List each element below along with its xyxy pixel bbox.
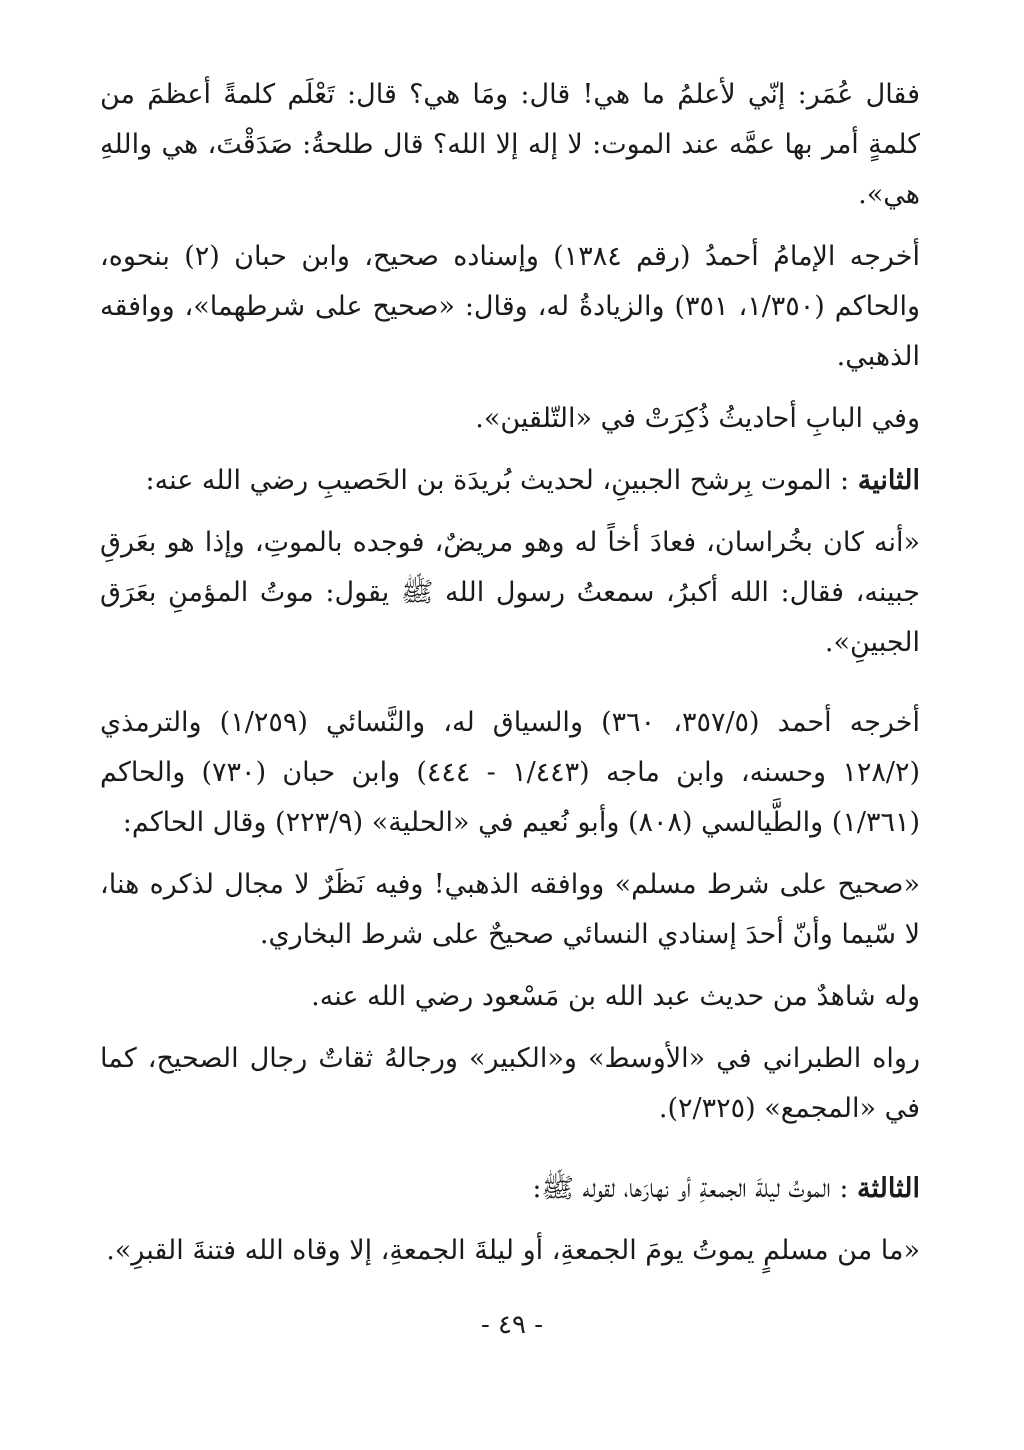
paragraph-text: «أنه كان بخُراسان، فعادَ أخاً له وهو مريضٌ، فوجده بالموتِ، وإذا هو بعَرقِ جبينه، فقال: الله أكبرُ، سمعتُ رسول الله ﷺ يقول: موتُ المؤمنِ بعَرَق الجبينِ». (100, 527, 920, 658)
paragraph-text: أخرجه الإمامُ أحمدُ (رقم ١٣٨٤) وإسناده صحيح، وابن حبان (٢) بنحوه، والحاكم (١/٣٥٠، ٣٥١) والزيادةُ له، وقال: «صحيح على شرطهما»، ووافقه الذهبي. (100, 241, 920, 372)
paragraph-text: رواه الطبراني في «الأوسط» و«الكبير» ورجالهُ ثقاتٌ رجال الصحيح، كما في «المجمع» (٢/٣٢٥). (100, 1043, 920, 1124)
paragraph-text: أخرجه أحمد (٣٥٧/٥، ٣٦٠) والسياق له، والنَّسائي (١/٢٥٩) والترمذي (١٢٨/٢ وحسنه، وابن ماجه (١/٤٤٣ - ٤٤٤) وابن حبان (٧٣٠) والحاكم (١/٣٦١) والطَّيالسي (٨٠٨) وأبو نُعيم في «الحلية» (٢٢٣/٩) وقال الحاكم: (100, 707, 920, 838)
paragraph-text: وفي البابِ أحاديثُ ذُكِرَتْ في «التّلقين». (475, 403, 920, 434)
paragraph-buraidah-hadith (100, 518, 920, 668)
paragraph-text: فقال عُمَر: إنّي لأعلمُ ما هي! قال: ومَا هي؟ قال: تَعْلَم كلمةً أعظمَ من كلمةٍ أمر بها عمَّه عند الموت: لا إله إلا الله؟ قال طلحةُ: صَدَقْتَ، هي واللهِ هي». (100, 79, 920, 210)
paragraph-ahmad-takhrij (100, 232, 920, 382)
paragraph-omar-quote (100, 70, 920, 220)
paragraph-text: : الموت بِرشح الجبينِ، لحديث بُريدَة بن الحَصيبِ رضي الله عنه: (145, 465, 850, 496)
paragraph-talqin-reference (100, 394, 920, 444)
paragraph-supporting-narration (100, 972, 920, 1022)
paragraph-text: «ما من مسلمٍ يموتُ يومَ الجمعةِ، أو ليلةَ الجمعةِ، إلا وقاه الله فتنةَ القبرِ». (106, 1235, 920, 1266)
paragraph-tabarani-reference (100, 1034, 920, 1134)
page-body (100, 70, 920, 1288)
paragraph-authenticity-note (100, 860, 920, 960)
paragraph-text: وله شاهدٌ من حديث عبد الله بن مَسْعود رضي الله عنه. (311, 981, 920, 1012)
page-number: - ٤٩ - (480, 1310, 544, 1340)
section-lead-third: الثالثة (857, 1173, 920, 1204)
section-lead-second: الثانية (857, 465, 920, 496)
paragraph-third-sign (100, 1164, 920, 1214)
paragraph-text: : الموتُ ليلةَ الجمعةِ أو نهارَها، لقوله ﷺ: (532, 1173, 849, 1204)
paragraph-hadith-sources (100, 698, 920, 848)
paragraph-text: «صحيح على شرط مسلم» ووافقه الذهبي! وفيه نَظَرٌ لا مجال لذكره هنا، لا سّيما وأنّ أحدَ إسنادي النسائي صحيحٌ على شرط البخاري. (100, 869, 920, 950)
paragraph-friday-hadith (100, 1226, 920, 1276)
paragraph-second-sign (100, 456, 920, 506)
